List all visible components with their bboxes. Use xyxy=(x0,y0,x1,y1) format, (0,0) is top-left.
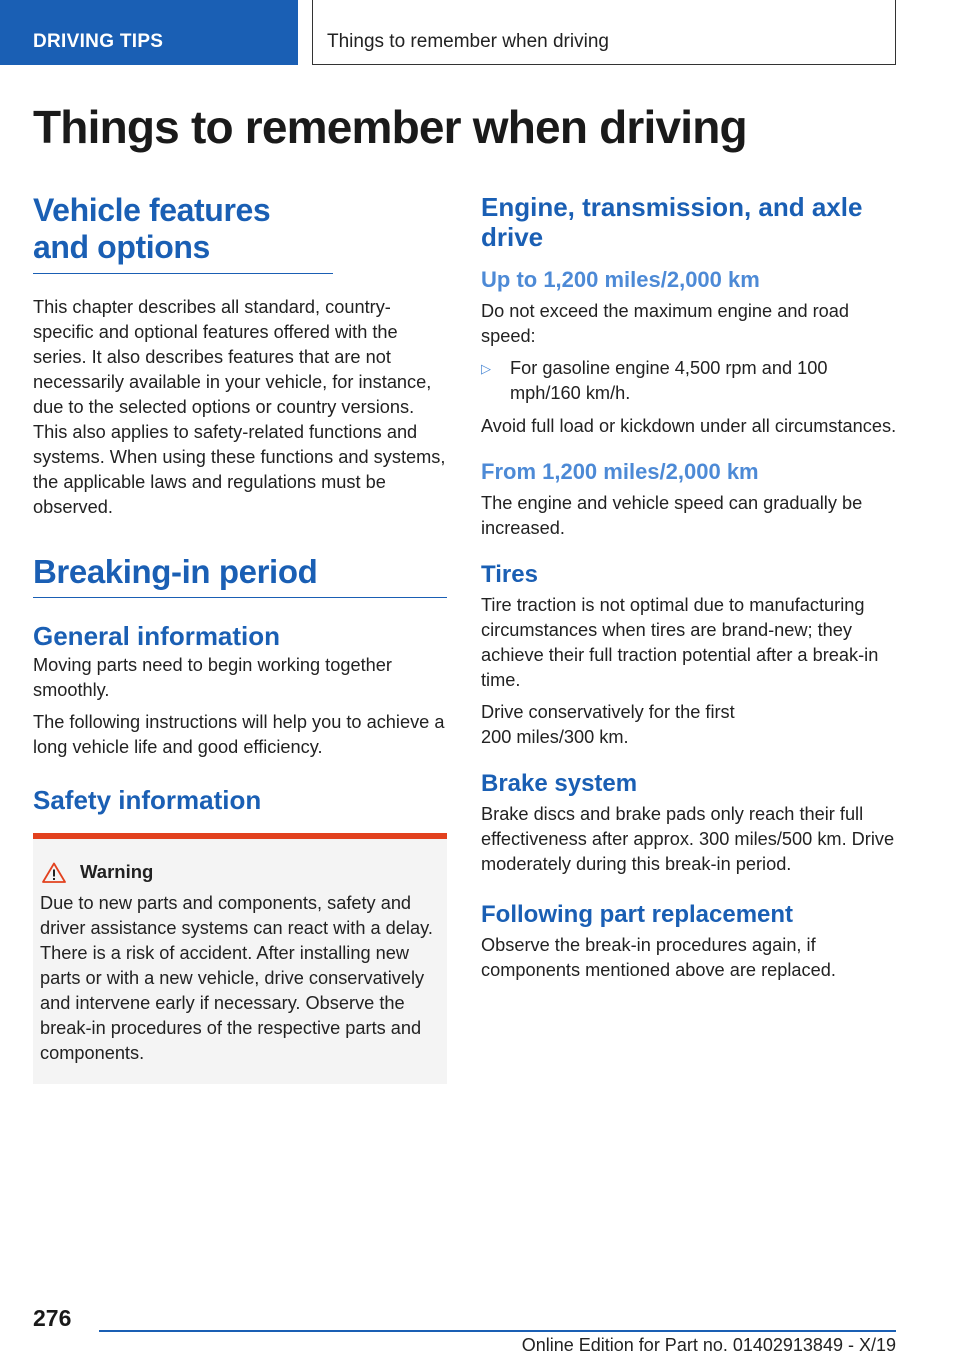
tires-heading: Tires xyxy=(481,561,538,588)
engine-heading: Engine, transmission, and axle drive xyxy=(481,192,863,252)
following-text: Observe the break-in procedures again, if components mentioned above are replaced. xyxy=(481,935,836,980)
tires-text-1: Tire traction is not optimal due to manufacturing circumstances when tires are brand-new; they achieve their full traction potential after a break-in time. xyxy=(481,595,879,690)
chapter-header: Things to remember when driving xyxy=(312,0,896,65)
upto-bullet-text: For gasoline engine 4,500 rpm and 100 mph/160 km/h. xyxy=(510,358,828,403)
breakin-heading: Breaking-in period xyxy=(33,553,447,598)
page-title: Things to remember when driving xyxy=(33,101,747,153)
features-text: This chapter describes all standard, country-specific and optional features offered with the series. It also describes features that are not necessarily available in your vehicle, for instance, due to the selected options or country versions. This also applies to safety-related functions and systems. When using these functions and systems, the applicable laws and regulations must be observed. xyxy=(33,297,446,517)
footer-divider xyxy=(99,1330,896,1332)
tires-text-2: Drive conservatively for the first 200 miles/300 km. xyxy=(481,702,735,747)
page-number: 276 xyxy=(33,1305,72,1331)
section-tab: DRIVING TIPS xyxy=(0,0,298,65)
general-heading: General information xyxy=(33,621,281,651)
upto-bullet xyxy=(481,356,841,406)
upto-text-2: Avoid full load or kickdown under all circumstances. xyxy=(481,416,897,436)
warning-box xyxy=(33,833,447,1084)
bullet-triangle-icon: ▷ xyxy=(481,361,491,376)
from-text: The engine and vehicle speed can gradually be increased. xyxy=(481,493,863,538)
general-text-2: The following instructions will help you to achieve a long vehicle life and good efficiency. xyxy=(33,712,445,757)
edition-text: Online Edition for Part no. 01402913849 - X/19 xyxy=(521,1335,896,1355)
following-heading: Following part replacement xyxy=(481,901,794,928)
brake-heading: Brake system xyxy=(481,770,638,797)
left-column xyxy=(33,192,447,1084)
general-text-1: Moving parts need to begin working together smoothly. xyxy=(33,655,392,700)
safety-heading: Safety information xyxy=(33,785,262,815)
right-column xyxy=(481,192,899,983)
warning-title: Warning xyxy=(80,861,154,882)
from-heading: From 1,200 miles/2,000 km xyxy=(481,459,759,484)
brake-text: Brake discs and brake pads only reach their full effectiveness after approx. 300 miles/500 km. Drive moderately during this break-in period. xyxy=(481,804,895,874)
features-heading: Vehicle features and options xyxy=(33,192,333,274)
warning-header xyxy=(40,861,439,883)
upto-heading: Up to 1,200 miles/2,000 km xyxy=(481,267,760,292)
warning-text: Due to new parts and components, safety and driver assistance systems can react with a delay. There is a risk of accident. After installing new parts or with a new vehicle, drive conservatively and intervene early if necessary. Observe the break-in procedures of the respective parts and components. xyxy=(40,893,433,1063)
upto-text: Do not exceed the maximum engine and road speed: xyxy=(481,301,850,346)
warning-triangle-icon xyxy=(42,862,66,883)
